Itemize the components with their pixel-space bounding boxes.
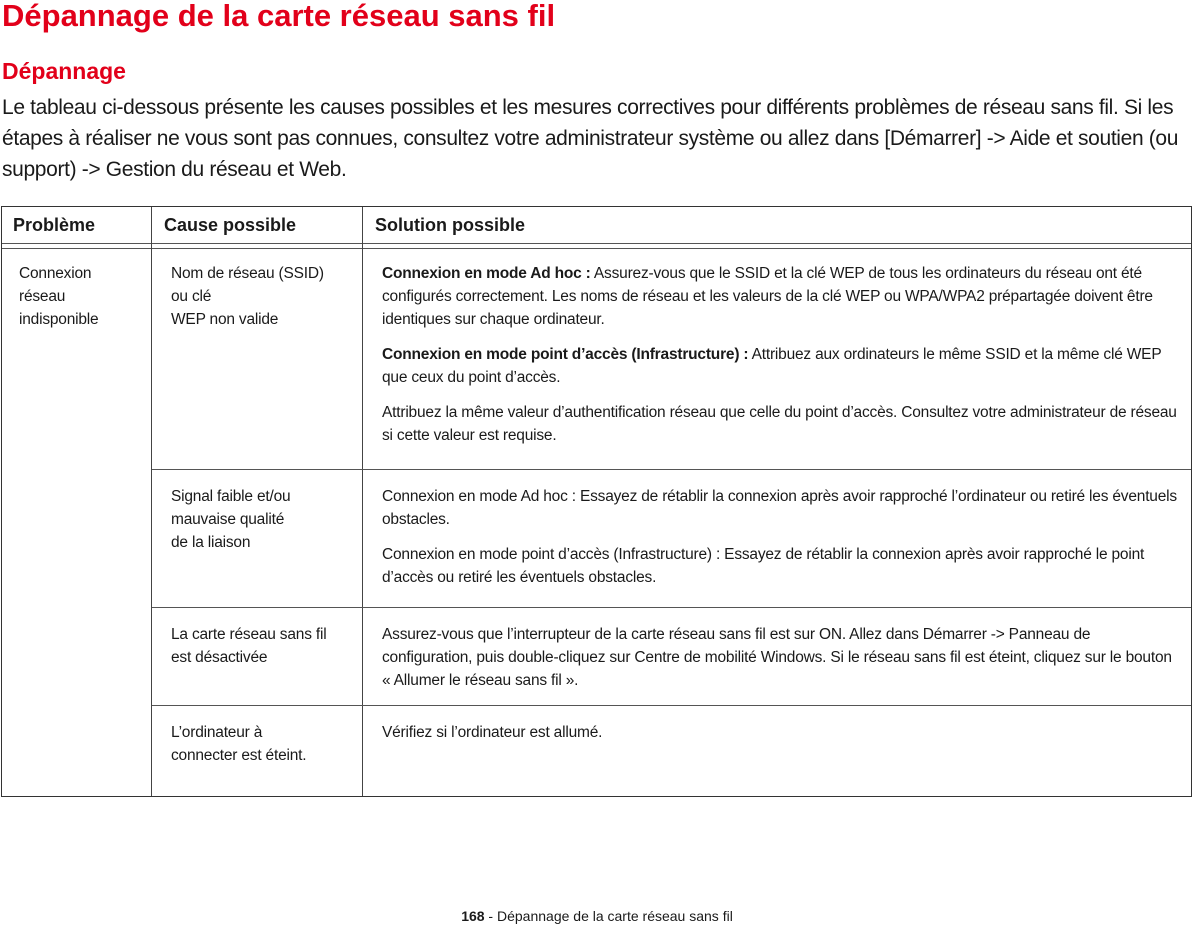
- solution-paragraph: [382, 343, 1182, 389]
- solution-cell-1: [382, 262, 1182, 459]
- page-footer: [0, 908, 1194, 924]
- cause-cell-2: [171, 485, 357, 554]
- problem-line: indisponible: [19, 311, 99, 328]
- solution-text: Assurez-vous que le SSID et la clé WEP de tous les ordinateurs du réseau ont été configurés correctement. Les noms de réseau et les valeurs de la clé WEP ou WPA/WPA2 prépartagée doivent être identiques sur chaque ordinateur.: [382, 265, 1153, 328]
- solution-paragraph: [382, 485, 1182, 531]
- cause-cell-1: [171, 262, 357, 331]
- solution-text: Connexion en mode Ad hoc : Essayez de rétablir la connexion après avoir rapproché l’ordinateur ou retiré les éventuels obstacles.: [382, 488, 1177, 528]
- header-problem: Problème: [13, 215, 96, 235]
- solution-text: Assurez-vous que l’interrupteur de la carte réseau sans fil est sur ON. Allez dans Démarrer -> Panneau de configuration, puis double-cliquez sur Centre de mobilité Windows. Si le réseau sans fil est éteint, cliquez sur le bouton « Allumer le réseau sans fil ».: [382, 626, 1172, 689]
- cause-line: La carte réseau sans fil: [171, 626, 327, 643]
- header-cause: Cause possible: [164, 215, 297, 235]
- cause-line: Signal faible et/ou: [171, 488, 291, 505]
- cause-line: Nom de réseau (SSID): [171, 265, 324, 282]
- solution-paragraph: [382, 721, 1182, 744]
- page-number: 168: [461, 908, 485, 924]
- problem-line: réseau: [19, 288, 66, 305]
- cause-line: connecter est éteint.: [171, 747, 307, 764]
- solution-cell-2: [382, 485, 1182, 601]
- problem-line: Connexion: [19, 265, 92, 282]
- row-separator-1: [152, 469, 1191, 470]
- cause-line: de la liaison: [171, 534, 251, 551]
- solution-paragraph: [382, 623, 1182, 692]
- page-title: Dépannage de la carte réseau sans fil: [2, 0, 556, 33]
- solution-text: Vérifiez si l’ordinateur est allumé.: [382, 724, 603, 741]
- row-separator-3: [152, 705, 1191, 706]
- header-rule-bottom: [2, 248, 1191, 249]
- solution-paragraph: [382, 262, 1182, 331]
- solution-text: Attribuez aux ordinateurs le même SSID et la même clé WEP que ceux du point d’accès.: [382, 346, 1162, 386]
- cause-line: L’ordinateur à: [171, 724, 263, 741]
- cause-cell-3: [171, 623, 357, 669]
- cause-line: mauvaise qualité: [171, 511, 285, 528]
- solution-lead: Connexion en mode point d’accès (Infrastructure) :: [382, 346, 749, 363]
- section-title: Dépannage: [2, 58, 126, 84]
- solution-text: Connexion en mode point d’accès (Infrastructure) : Essayez de rétablir la connexion après avoir rapproché le point d’accès ou retiré les éventuels obstacles.: [382, 546, 1145, 586]
- solution-cell-3: [382, 623, 1182, 704]
- cause-line: ou clé: [171, 288, 212, 305]
- troubleshooting-table: [1, 206, 1192, 797]
- problem-cell: [19, 262, 144, 331]
- cause-cell-4: [171, 721, 357, 767]
- column-divider-1: [151, 207, 152, 796]
- footer-text: - Dépannage de la carte réseau sans fil: [484, 908, 733, 924]
- intro-paragraph: Le tableau ci-dessous présente les causes possibles et les mesures correctives pour différents problèmes de réseau sans fil. Si les étapes à réaliser ne vous sont pas connues, consultez votre administrateur système ou allez dans [Démarrer] -> Aide et soutien (ou support) -> Gestion du réseau et Web.: [2, 96, 1179, 181]
- cause-line: WEP non valide: [171, 311, 279, 328]
- solution-paragraph: [382, 401, 1182, 447]
- cause-line: est désactivée: [171, 649, 268, 666]
- solution-text: Attribuez la même valeur d’authentification réseau que celle du point d’accès. Consultez votre administrateur de réseau si cette valeur est requise.: [382, 404, 1177, 444]
- solution-paragraph: [382, 543, 1182, 589]
- column-divider-2: [362, 207, 363, 796]
- solution-cell-4: [382, 721, 1182, 756]
- header-solution: Solution possible: [375, 215, 526, 235]
- solution-lead: Connexion en mode Ad hoc :: [382, 265, 591, 282]
- header-rule-top: [2, 243, 1191, 244]
- row-separator-2: [152, 607, 1191, 608]
